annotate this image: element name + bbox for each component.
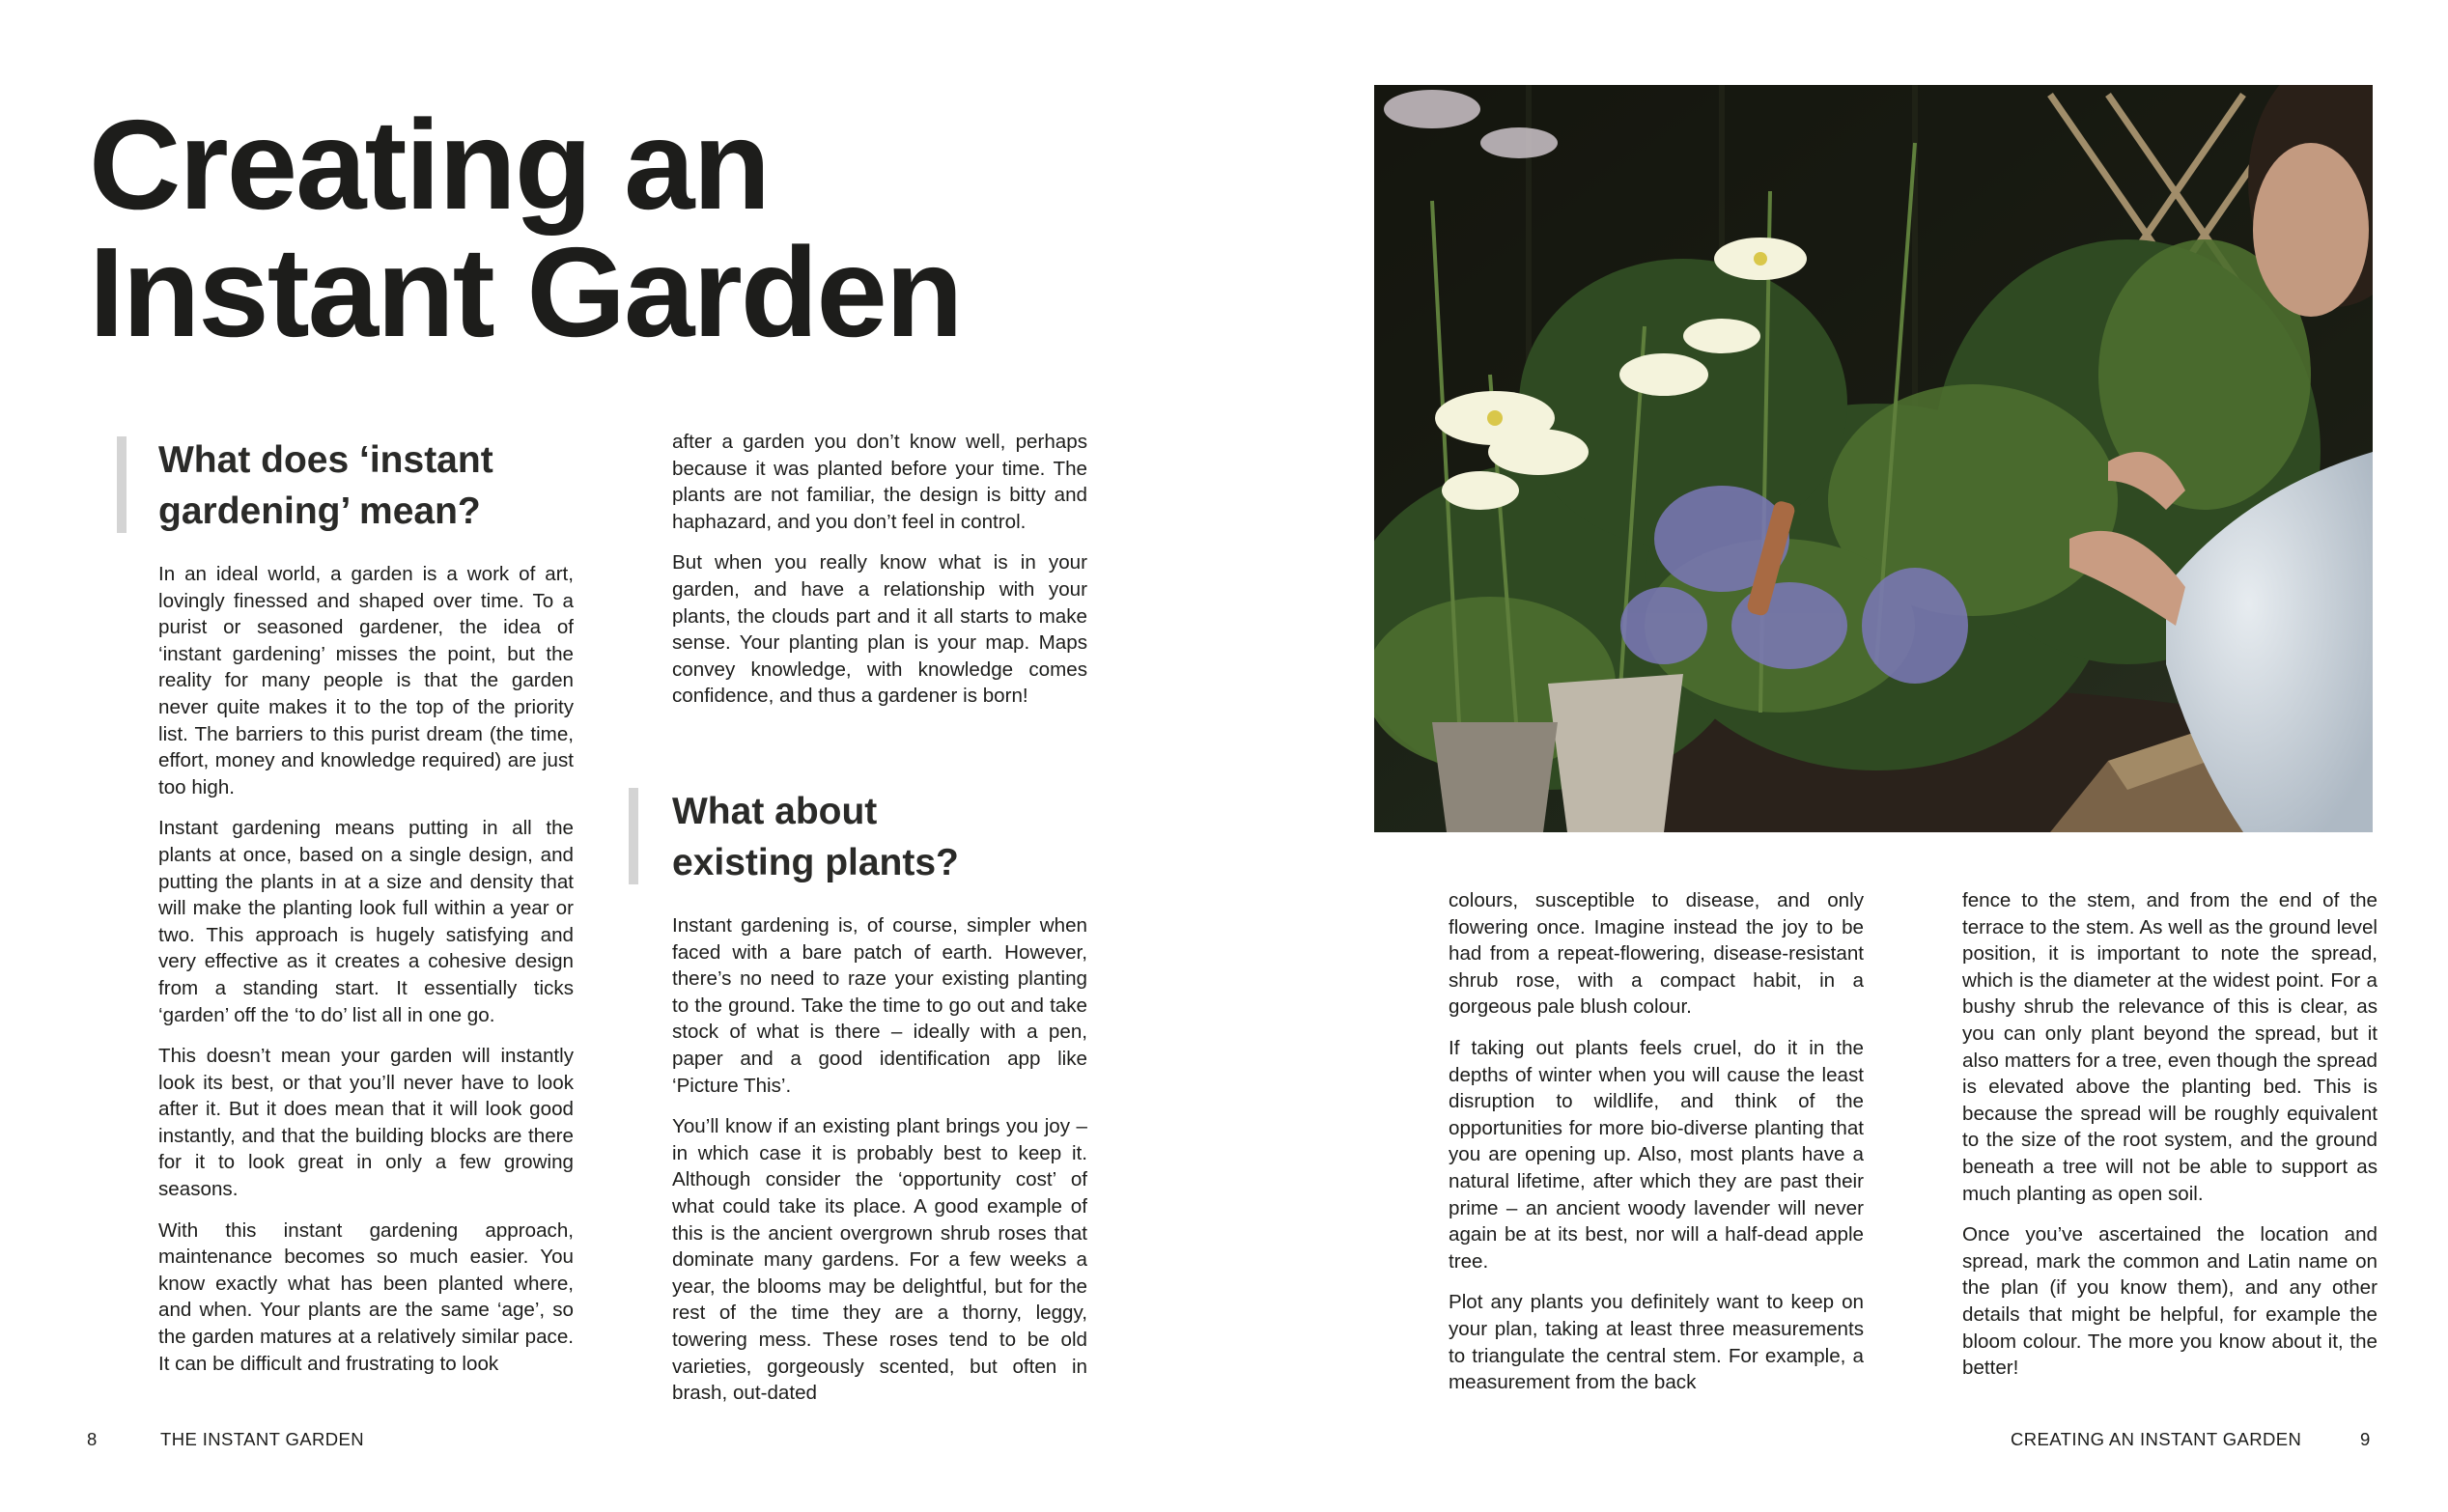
section-2-accent-bar bbox=[629, 788, 638, 884]
paragraph: In an ideal world, a garden is a work of art, lovingly finessed and shaped over time. To a purist or seasoned gardener, the idea of ‘instant gardening’ misses the point, but the reality for many people is that the garden never quite makes it to the top of the priority list. The barriers to this purist dream (the time, effort, money and knowledge required) are just too high. bbox=[158, 563, 574, 798]
paragraph: Instant gardening is, of course, simpler when faced with a bare patch of earth. However, there’s no need to raze your existing planting to the ground. Take the time to go out and take stock of what is there – ideally with a pen, paper and a good identification app like ‘Picture This’. bbox=[672, 914, 1087, 1097]
column-3-text bbox=[1449, 887, 1864, 1411]
section-1-heading-line-2: gardening’ mean? bbox=[158, 490, 481, 532]
page-title-line-2: Instant Garden bbox=[89, 221, 962, 363]
paragraph: Plot any plants you definitely want to keep on your plan, taking at least three measurements to triangulate the central stem. For example, a measurement from the back bbox=[1449, 1291, 1864, 1394]
paragraph: If taking out plants feels cruel, do it in the depths of winter when you will cause the least disruption to wildlife, and think of the opportunities for more bio-diverse planting that you are opening up. Also, most plants have a natural lifetime, after which they are past their prime – an ancient woody lavender will never again be at its best, nor will a half-dead apple tree. bbox=[1449, 1036, 1864, 1273]
column-4-text bbox=[1962, 887, 2378, 1396]
section-2-text bbox=[672, 912, 1087, 1421]
paragraph: Once you’ve ascertained the location and spread, mark the common and Latin name on the plan (if you know them), and any other details that might be helpful, for example the bloom colour. The more you know about it, the better! bbox=[1962, 1223, 2378, 1380]
paragraph: This doesn’t mean your garden will instantly look its best, or that you’ll never have to look after it. But it does mean that it will look good instantly, and that the building blocks are there for it to look great in only a few growing seasons. bbox=[158, 1045, 574, 1201]
section-2-heading-line-1: What about bbox=[672, 791, 878, 832]
section-1-heading-line-1: What does ‘instant bbox=[158, 439, 493, 481]
column-2-text bbox=[672, 429, 1087, 724]
section-2-heading-line-2: existing plants? bbox=[672, 842, 959, 883]
right-page-number: 9 bbox=[2360, 1429, 2371, 1449]
left-page-number: 8 bbox=[87, 1429, 98, 1449]
section-1-heading bbox=[158, 434, 493, 537]
section-2-heading bbox=[672, 786, 959, 888]
page-title-line-1: Creating an bbox=[89, 94, 770, 236]
left-running-head: THE INSTANT GARDEN bbox=[160, 1429, 365, 1449]
paragraph: But when you really know what is in your garden, and have a relationship with your plants, the clouds part and it all starts to make sense. Your planting plan is your map. Maps convey knowledge, with knowledge comes confidence, and thus a gardener is born! bbox=[672, 551, 1087, 708]
section-1-accent-bar bbox=[117, 436, 127, 533]
paragraph: Instant gardening means putting in all the plants at once, based on a single design, and putting the plants in at a size and density that will make the planting look full within a year or two. This approach is hugely satisfying and very effective as it creates a cohesive design from a standing start. It essentially ticks ‘garden’ off the ‘to do’ list all in one go. bbox=[158, 817, 574, 1026]
page-title bbox=[89, 94, 962, 363]
paragraph: fence to the stem, and from the end of the terrace to the stem. As well as the ground level position, it is important to note the spread, which is the diameter at the widest point. For a bushy shrub the relevance of this is clear, as you can only plant beyond the spread, but it also matters for a tree, even though the spread is elevated above the planting bed. This is because the spread will be roughly equivalent to the size of the root system, and the ground beneath a tree will not be able to support as much planting as open soil. bbox=[1962, 889, 2378, 1205]
column-1-text bbox=[158, 561, 574, 1391]
paragraph: after a garden you don’t know well, perhaps because it was planted before your time. The plants are not familiar, the design is bitty and haphazard, and you don’t feel in control. bbox=[672, 431, 1087, 533]
paragraph: colours, susceptible to disease, and only flowering once. Imagine instead the joy to be had from a repeat-flowering, disease-resistant shrub rose, with a compact habit, in a gorgeous pale blush colour. bbox=[1449, 889, 1864, 1019]
garden-photo bbox=[1374, 85, 2373, 832]
paragraph: You’ll know if an existing plant brings you joy – in which case it is probably best to keep it. Although consider the ‘opportunity cost’ of what could take its place. A good example of this is the ancient overgrown shrub roses that dominate many gardens. For a few weeks a year, the blooms may be delightful, but for the rest of the time they are a thorny, leggy, towering mess. These roses tend to be old varieties, gorgeously scented, but often in brash, out-dated bbox=[672, 1115, 1087, 1405]
right-running-head: CREATING AN INSTANT GARDEN bbox=[2011, 1429, 2302, 1449]
paragraph: With this instant gardening approach, maintenance becomes so much easier. You know exactly what has been planted where, and when. Your plants are the same ‘age’, so the garden matures at a relatively similar pace. It can be difficult and frustrating to look bbox=[158, 1218, 574, 1375]
